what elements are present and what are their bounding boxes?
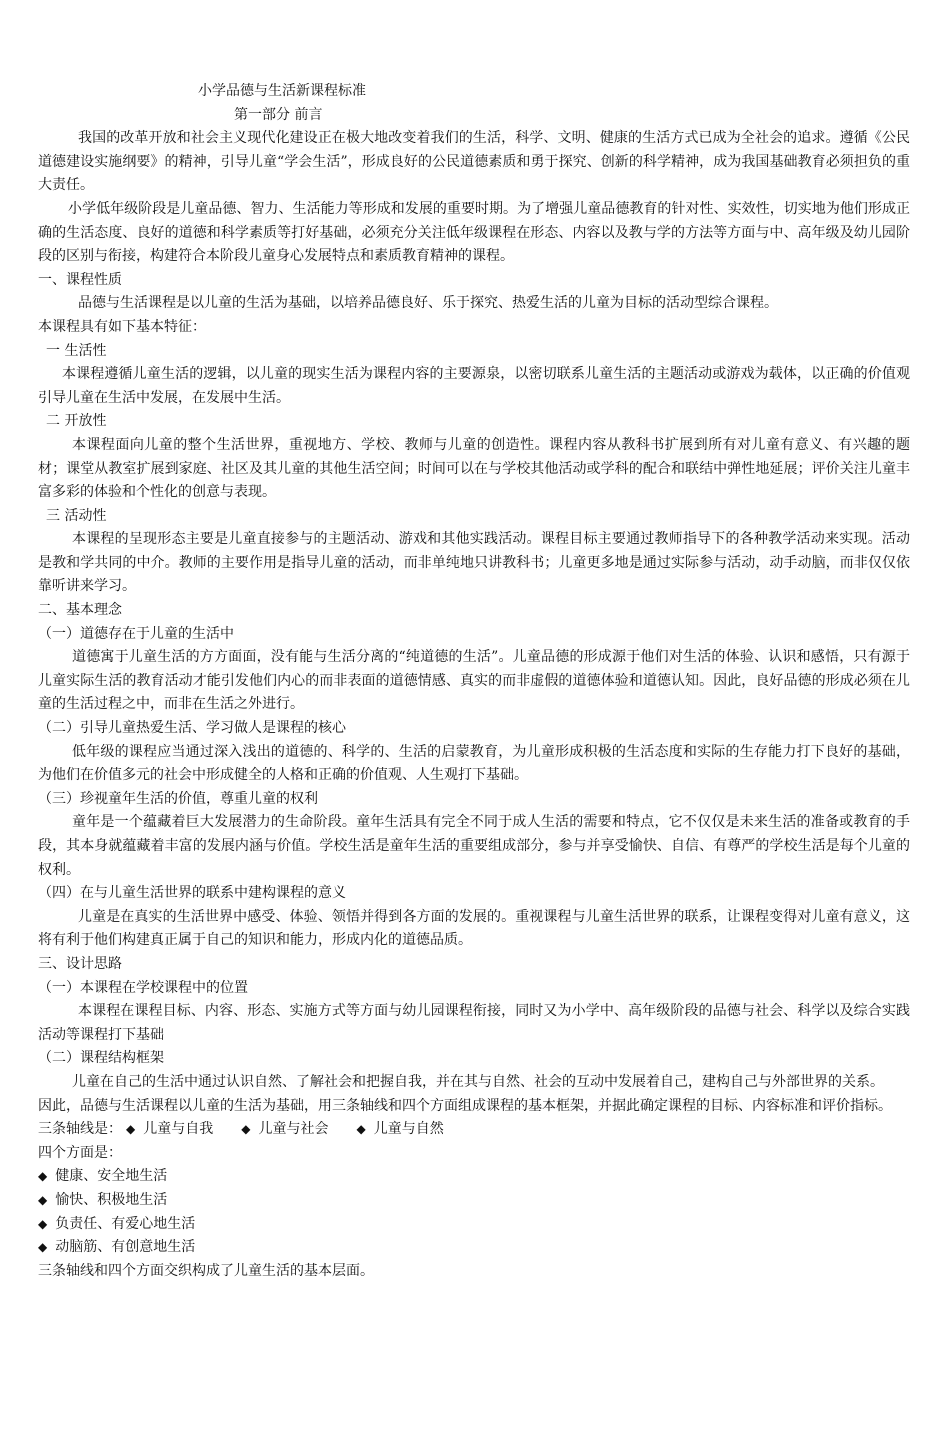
aspect-text: 负责任、有爱心地生活 (55, 1215, 196, 1232)
axes-row (38, 1118, 910, 1142)
doc-title: 小学品德与生活新课程标准 (198, 83, 366, 99)
axis-item (237, 1118, 328, 1142)
feature-paragraph-life: 本课程遵循儿童生活的逻辑，以儿童的现实生活为课程内容的主要源泉，以密切联系儿童生活的主题活动或游戏为载体，以正确的价值观引导儿童在生活中发展，在发展中生活。 (38, 366, 910, 406)
section-heading-nature: 一、课程性质 (38, 271, 122, 288)
feature-heading-life: 一 生活性 (46, 342, 107, 359)
aspect-item (38, 1189, 910, 1213)
concept-heading-2: （二）引导儿童热爱生活、学习做人是课程的核心 (38, 720, 346, 737)
intro-paragraph-1: 我国的改革开放和社会主义现代化建设正在极大地改变着我们的生活，科学、文明、健康的生活方式已成为全社会的追求。遵循《公民道德建设实施纲要》的精神，引导儿童“学会生活”，形成良好的公民道德素质和勇于探究、创新的科学精神，成为我国基础教育必须担负的重大责任。 (38, 130, 910, 194)
features-intro: 本课程具有如下基本特征： (38, 318, 206, 335)
concept-paragraph-2: 低年级的课程应当通过深入浅出的道德的、科学的、生活的启蒙教育，为儿童形成积极的生活态度和实际的生存能力打下良好的基础，为他们在价值多元的社会中形成健全的人格和正确的价值观、人生观打下基础。 (38, 743, 910, 784)
axis-item (352, 1118, 443, 1142)
diamond-bullet-icon: ◆ (126, 1122, 136, 1137)
design-paragraph-1: 本课程在课程目标、内容、形态、实施方式等方面与幼儿园课程衔接，同时又为小学中、高年级阶段的品德与社会、科学以及综合实践活动等课程打下基础 (38, 1003, 910, 1043)
nature-paragraph: 品德与生活课程是以儿童的生活为基础，以培养品德良好、乐于探究、热爱生活的儿童为目标的活动型综合课程。 (78, 295, 778, 312)
axis-text: 儿童与自我 (143, 1121, 214, 1138)
feature-paragraph-activity: 本课程的呈现形态主要是儿童直接参与的主题活动、游戏和其他实践活动。课程目标主要通过教师指导下的各种教学活动来实现。活动是教和学共同的中介。教师的主要作用是指导儿童的活动，而非单纯地只讲教科书；儿童更多地是通过实际参与活动，动手动脑，而非仅仅依靠听讲来学习。 (38, 531, 910, 595)
aspect-text: 愉快、积极地生活 (55, 1191, 168, 1208)
part-heading: 第一部分 前言 (234, 106, 323, 123)
diamond-bullet-icon: ◆ (38, 1192, 48, 1207)
concept-paragraph-3: 童年是一个蕴藏着巨大发展潜力的生命阶段。童年生活具有完全不同于成人生活的需要和特点，它不仅仅是未来生活的准备或教育的手段，其本身就蕴藏着丰富的发展内涵与价值。学校生活是童年生活的重要组成部分，参与并享受愉快、自信、有尊严的学校生活是每个儿童的权利。 (38, 814, 910, 878)
document-page (38, 80, 910, 1283)
design-paragraph-2: 儿童在自己的生活中通过认识自然、了解社会和把握自我，并在其与自然、社会的互动中发展着自己，建构自己与外部世界的关系。 (72, 1073, 884, 1090)
aspect-text: 健康、安全地生活 (55, 1168, 168, 1185)
feature-heading-open: 二 开放性 (46, 413, 107, 430)
aspect-item (38, 1165, 910, 1189)
section-heading-concepts: 二、基本理念 (38, 602, 122, 619)
design-heading-1: （一）本课程在学校课程中的位置 (38, 979, 248, 996)
aspect-text: 动脑筋、有创意地生活 (55, 1239, 196, 1256)
diamond-bullet-icon: ◆ (38, 1216, 48, 1231)
section-heading-design: 三、设计思路 (38, 955, 122, 972)
aspects-label: 四个方面是： (38, 1144, 122, 1161)
concept-heading-1: （一）道德存在于儿童的生活中 (38, 625, 234, 642)
axis-text: 儿童与社会 (258, 1121, 329, 1138)
concept-paragraph-1: 道德寓于儿童生活的方方面面，没有能与生活分离的“纯道德的生活”。儿童品德的形成源于他们对生活的体验、认识和感悟，只有源于儿童实际生活的教育活动才能引发他们内心的而非表面的道德情感、真实的而非虚假的道德体验和道德认知。因此，良好品德的形成必须在儿童的生活过程之中，而非在生活之外进行。 (38, 649, 910, 713)
diamond-bullet-icon: ◆ (38, 1169, 48, 1184)
axes-label: 三条轴线是： (38, 1121, 122, 1138)
design-heading-2: （二）课程结构框架 (38, 1050, 164, 1067)
diamond-bullet-icon: ◆ (356, 1122, 366, 1137)
axis-item (122, 1118, 213, 1142)
aspect-item (38, 1236, 910, 1260)
therefore-paragraph: 因此，品德与生活课程以儿童的生活为基础，用三条轴线和四个方面组成课程的基本框架，并据此确定课程的目标、内容标准和评价指标。 (38, 1097, 892, 1114)
concept-heading-4: （四）在与儿童生活世界的联系中建构课程的意义 (38, 885, 346, 902)
feature-paragraph-open: 本课程面向儿童的整个生活世界，重视地方、学校、教师与儿童的创造性。课程内容从教科书扩展到所有对儿童有意义、有兴趣的题材；课堂从教室扩展到家庭、社区及其儿童的其他生活空间；时间可以在与学校其他活动或学科的配合和联结中弹性地延展；评价关注儿童丰富多彩的体验和个性化的创意与表现。 (38, 436, 910, 501)
intro-paragraph-2: 小学低年级阶段是儿童品德、智力、生活能力等形成和发展的重要时期。为了增强儿童品德教育的针对性、实效性，切实地为他们形成正确的生活态度、良好的道德和科学素质等打好基础，必须充分关注低年级课程在形态、内容以及教与学的方法等方面与中、高年级及幼儿园阶段的区别与衔接，构建符合本阶段儿童身心发展特点和素质教育精神的课程。 (38, 200, 910, 265)
diamond-bullet-icon: ◆ (38, 1240, 48, 1255)
axis-text: 儿童与自然 (373, 1121, 444, 1138)
feature-heading-activity: 三 活动性 (46, 507, 107, 524)
concept-heading-3: （三）珍视童年生活的价值，尊重儿童的权利 (38, 790, 318, 807)
closing-line: 三条轴线和四个方面交织构成了儿童生活的基本层面。 (38, 1262, 374, 1279)
aspect-item (38, 1213, 910, 1237)
concept-paragraph-4: 儿童是在真实的生活世界中感受、体验、领悟并得到各方面的发展的。重视课程与儿童生活世界的联系，让课程变得对儿童有意义，这将有利于他们构建真正属于自己的知识和能力，形成内化的道德品质。 (38, 908, 910, 949)
diamond-bullet-icon: ◆ (241, 1122, 251, 1137)
